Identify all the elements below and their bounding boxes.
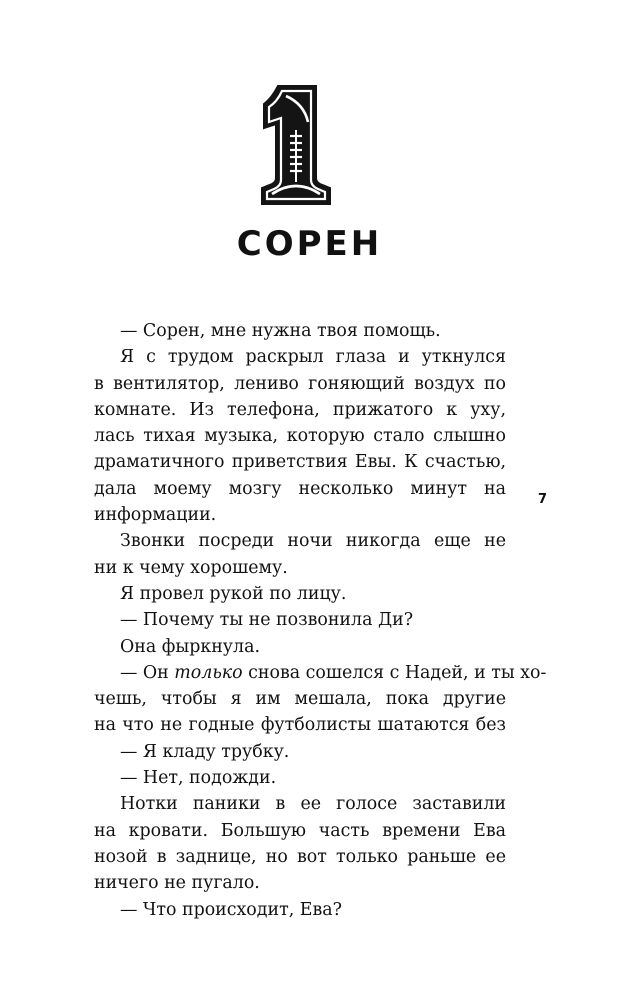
text-line [94, 660, 547, 686]
text-line: Нотки паники в ее голосе заставили [120, 794, 506, 815]
text-line: чешь, чтобы я им мешала, пока другие [94, 689, 506, 710]
text-line: — Что происходит, Ева? [120, 899, 342, 920]
body-text [94, 318, 547, 923]
text-line: на кровати. Большую часть времени Ева [94, 820, 506, 841]
text-line: Звонки посреди ночи никогда еще не [120, 531, 506, 552]
text-line: — Я кладу трубку. [120, 741, 290, 762]
text-line: Я с трудом раскрыл глаза и уткнулся [120, 347, 506, 368]
football-numeral-one-icon [258, 82, 334, 208]
text-line: в вентилятор, лениво гоняющий воздух по [94, 373, 506, 394]
chapter-title: СОРЕН [236, 224, 383, 264]
page-number: 7 [538, 492, 548, 507]
text-line: — Почему ты не позвонила Ди? [120, 610, 414, 631]
text-line: на что не годные футболисты шатаются без [94, 715, 506, 736]
text-fragment: — Он [120, 662, 175, 683]
text-line: драматичного приветствия Евы. К счастью, [94, 452, 506, 473]
text-line: — Сорен, мне нужна твоя помощь. [120, 321, 441, 341]
italic-emphasis: только [174, 662, 243, 683]
text-line: — Нет, подожди. [120, 768, 277, 789]
text-line: информации. [94, 505, 217, 526]
text-line: лась тихая музыка, которую стало слышно [94, 426, 506, 447]
text-line: Она фыркнула. [120, 636, 260, 657]
text-line: ни к чему хорошему. [94, 557, 288, 578]
text-line: комнате. Из телефона, прижатого к уху, [94, 399, 506, 420]
text-fragment: снова сошелся с Надей, и ты хо- [242, 662, 547, 683]
text-line: нозой в заднице, но вот только раньше ее [94, 846, 506, 867]
text-line: Я провел рукой по лицу. [120, 583, 347, 604]
text-line: дала моему мозгу несколько минут на [94, 478, 506, 499]
text-line: ничего не пугало. [94, 873, 260, 894]
